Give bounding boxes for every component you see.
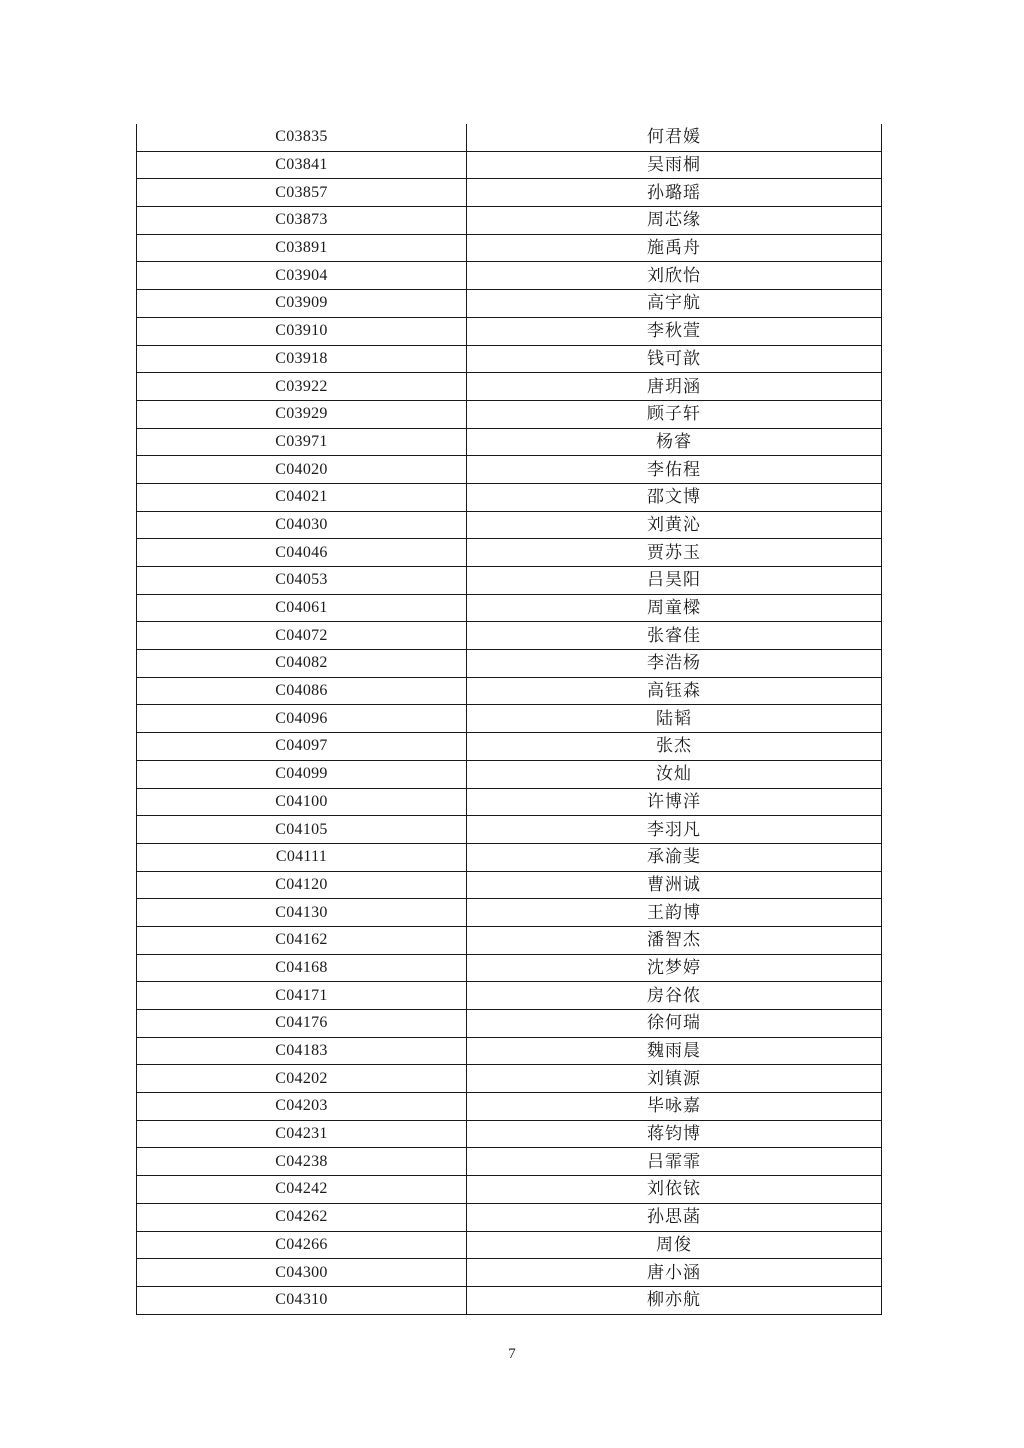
candidate-name-cell: 张杰: [467, 733, 882, 761]
candidate-name-cell: 陆韬: [467, 705, 882, 733]
candidate-name-cell: 高宇航: [467, 290, 882, 318]
table-row: [137, 539, 882, 567]
candidate-id-cell: C03929: [137, 400, 467, 428]
candidate-id-cell: C04111: [137, 843, 467, 871]
table-row: [137, 1203, 882, 1231]
candidate-id-cell: C04266: [137, 1231, 467, 1259]
table-row: [137, 1093, 882, 1121]
candidate-name-cell: 李羽凡: [467, 816, 882, 844]
candidate-id-cell: C04100: [137, 788, 467, 816]
candidate-id-cell: C04096: [137, 705, 467, 733]
table-row: [137, 483, 882, 511]
candidate-id-cell: C04086: [137, 677, 467, 705]
table-row: [137, 594, 882, 622]
candidate-id-cell: C03873: [137, 207, 467, 235]
table-row: [137, 179, 882, 207]
table-row: [137, 234, 882, 262]
candidate-id-cell: C03922: [137, 373, 467, 401]
candidate-id-cell: C04310: [137, 1286, 467, 1314]
candidate-id-cell: C04300: [137, 1259, 467, 1287]
candidate-name-cell: 房谷侬: [467, 982, 882, 1010]
candidate-id-cell: C04099: [137, 760, 467, 788]
table-row: [137, 899, 882, 927]
candidate-name-cell: 承渝斐: [467, 843, 882, 871]
table-row: [137, 317, 882, 345]
candidate-name-cell: 施禹舟: [467, 234, 882, 262]
candidate-id-cell: C03904: [137, 262, 467, 290]
table-row: [137, 1010, 882, 1038]
candidate-name-cell: 孙思菡: [467, 1203, 882, 1231]
candidate-name-cell: 吴雨桐: [467, 151, 882, 179]
table-row: [137, 1231, 882, 1259]
table-row: [137, 650, 882, 678]
candidate-id-cell: C04020: [137, 456, 467, 484]
candidate-id-cell: C04183: [137, 1037, 467, 1065]
candidate-name-cell: 王韵博: [467, 899, 882, 927]
table-row: [137, 428, 882, 456]
table-row: [137, 843, 882, 871]
candidate-id-cell: C04203: [137, 1093, 467, 1121]
candidate-name-cell: 周俊: [467, 1231, 882, 1259]
candidate-name-cell: 毕咏嘉: [467, 1093, 882, 1121]
candidate-name-cell: 汝灿: [467, 760, 882, 788]
candidate-name-cell: 杨睿: [467, 428, 882, 456]
candidate-id-cell: C04238: [137, 1148, 467, 1176]
candidate-name-cell: 唐玥涵: [467, 373, 882, 401]
candidate-name-cell: 邵文博: [467, 483, 882, 511]
table-row: [137, 373, 882, 401]
candidate-name-cell: 刘镇源: [467, 1065, 882, 1093]
candidate-id-cell: C03971: [137, 428, 467, 456]
candidate-name-cell: 李秋萱: [467, 317, 882, 345]
candidate-id-cell: C04072: [137, 622, 467, 650]
candidate-id-cell: C04061: [137, 594, 467, 622]
candidate-id-cell: C04097: [137, 733, 467, 761]
candidate-name-cell: 李佑程: [467, 456, 882, 484]
candidate-name-cell: 沈梦婷: [467, 954, 882, 982]
candidate-name-cell: 魏雨晨: [467, 1037, 882, 1065]
table-row: [137, 788, 882, 816]
table-row: [137, 207, 882, 235]
candidate-id-cell: C03918: [137, 345, 467, 373]
candidate-id-cell: C04168: [137, 954, 467, 982]
table-row: [137, 982, 882, 1010]
candidate-name-cell: 许博洋: [467, 788, 882, 816]
candidate-id-cell: C04162: [137, 926, 467, 954]
table-row: [137, 151, 882, 179]
candidate-id-cell: C04231: [137, 1120, 467, 1148]
table-row: [137, 290, 882, 318]
table-row: [137, 1259, 882, 1287]
candidate-id-cell: C04130: [137, 899, 467, 927]
table-row: [137, 760, 882, 788]
table-row: [137, 456, 882, 484]
table-row: [137, 816, 882, 844]
candidate-id-cell: C03909: [137, 290, 467, 318]
candidate-name-cell: 李浩杨: [467, 650, 882, 678]
candidate-id-cell: C04176: [137, 1010, 467, 1038]
table-row: [137, 567, 882, 595]
table-row: [137, 705, 882, 733]
table-row: [137, 1148, 882, 1176]
candidate-id-cell: C04120: [137, 871, 467, 899]
candidate-id-cell: C03910: [137, 317, 467, 345]
candidate-name-cell: 何君媛: [467, 124, 882, 151]
candidate-name-cell: 徐何瑞: [467, 1010, 882, 1038]
table-row: [137, 511, 882, 539]
candidate-name-cell: 吕霏霏: [467, 1148, 882, 1176]
table-row: [137, 1176, 882, 1204]
table-row: [137, 622, 882, 650]
table-row: [137, 262, 882, 290]
candidate-name-cell: 高钰森: [467, 677, 882, 705]
table-row: [137, 954, 882, 982]
candidate-id-cell: C03857: [137, 179, 467, 207]
table-row: [137, 1037, 882, 1065]
roster-table-body: [137, 124, 882, 1314]
candidate-name-cell: 刘黄沁: [467, 511, 882, 539]
candidate-name-cell: 孙璐瑶: [467, 179, 882, 207]
candidate-id-cell: C03841: [137, 151, 467, 179]
table-row: [137, 871, 882, 899]
candidate-id-cell: C04262: [137, 1203, 467, 1231]
candidate-id-cell: C04105: [137, 816, 467, 844]
candidate-id-cell: C04053: [137, 567, 467, 595]
candidate-id-cell: C04171: [137, 982, 467, 1010]
candidate-id-cell: C03835: [137, 124, 467, 151]
candidate-name-cell: 贾苏玉: [467, 539, 882, 567]
candidate-name-cell: 蒋钧博: [467, 1120, 882, 1148]
candidate-id-cell: C04202: [137, 1065, 467, 1093]
candidate-id-cell: C04046: [137, 539, 467, 567]
candidate-name-cell: 潘智杰: [467, 926, 882, 954]
table-row: [137, 400, 882, 428]
candidate-name-cell: 顾子轩: [467, 400, 882, 428]
table-row: [137, 1120, 882, 1148]
candidate-id-cell: C04242: [137, 1176, 467, 1204]
table-row: [137, 345, 882, 373]
candidate-name-cell: 刘欣怡: [467, 262, 882, 290]
candidate-id-cell: C03891: [137, 234, 467, 262]
candidate-name-cell: 张睿佳: [467, 622, 882, 650]
candidate-id-cell: C04021: [137, 483, 467, 511]
table-row: [137, 926, 882, 954]
candidate-id-cell: C04030: [137, 511, 467, 539]
candidate-name-cell: 钱可歆: [467, 345, 882, 373]
table-row: [137, 1286, 882, 1314]
candidate-id-cell: C04082: [137, 650, 467, 678]
candidate-name-cell: 刘依铱: [467, 1176, 882, 1204]
candidate-name-cell: 周童樑: [467, 594, 882, 622]
candidate-name-cell: 唐小涵: [467, 1259, 882, 1287]
candidate-name-cell: 吕昊阳: [467, 567, 882, 595]
table-row: [137, 733, 882, 761]
page-number: 7: [508, 1346, 516, 1362]
table-row: [137, 1065, 882, 1093]
table-row: [137, 124, 882, 151]
roster-table: [136, 124, 882, 1315]
candidate-name-cell: 曹洲诚: [467, 871, 882, 899]
candidate-name-cell: 柳亦航: [467, 1286, 882, 1314]
candidate-name-cell: 周芯缘: [467, 207, 882, 235]
table-row: [137, 677, 882, 705]
